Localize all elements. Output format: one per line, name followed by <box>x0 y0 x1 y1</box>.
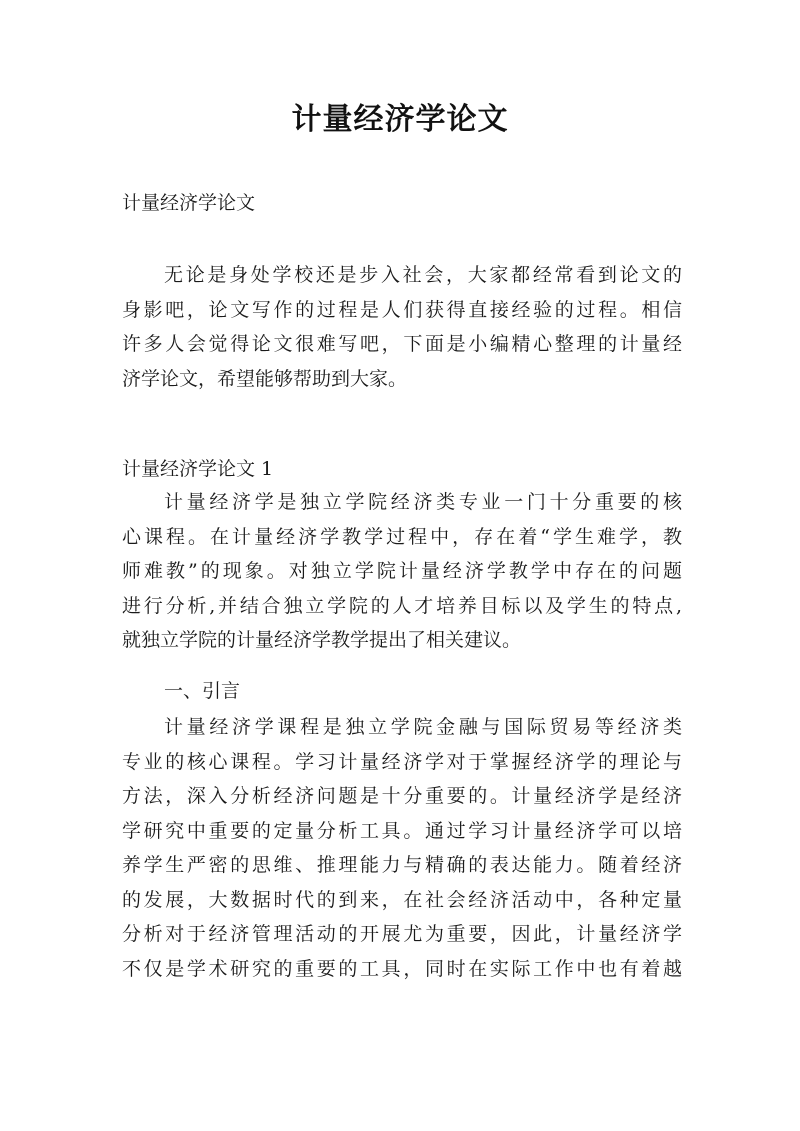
paragraph-line: 的发展，大数据时代的到来，在社会经济活动中，各种定量 <box>122 888 682 911</box>
body-paragraph <box>122 710 682 986</box>
intro-paragraph <box>122 258 682 396</box>
section-heading: 计量经济学论文 1 <box>122 458 274 480</box>
paragraph-line: 无论是身处学校还是步入社会，大家都经常看到论文的 <box>164 264 682 286</box>
paragraph-line: 许多人会觉得论文很难写吧，下面是小编精心整理的计量经 <box>122 333 682 355</box>
paragraph-line: 专业的核心课程。学习计量经济学对于掌握经济学的理论与 <box>122 750 682 773</box>
document-title: 计量经济学论文 <box>291 102 509 137</box>
paragraph-line: 师难教”的现象。对独立学院计量经济学教学中存在的问题 <box>122 560 682 582</box>
paragraph-line: 计量经济学课程是独立学院金融与国际贸易等经济类 <box>164 716 682 738</box>
paragraph-line: 学研究中重要的定量分析工具。通过学习计量经济学可以培 <box>122 819 682 842</box>
paragraph-line: 济学论文，希望能够帮助到大家。 <box>122 367 408 390</box>
paragraph-line: 计量经济学是独立学院经济类专业一门十分重要的核 <box>164 491 682 513</box>
abstract-paragraph <box>122 485 682 658</box>
paragraph-line: 养学生严密的思维、推理能力与精确的表达能力。随着经济 <box>122 854 682 876</box>
paragraph-line: 不仅是学术研究的重要的工具，同时在实际工作中也有着越 <box>122 957 682 980</box>
paragraph-line: 分析对于经济管理活动的开展尤为重要，因此，计量经济学 <box>122 923 682 945</box>
paragraph-line: 就独立学院的计量经济学教学提出了相关建议。 <box>122 629 522 651</box>
document-subtitle: 计量经济学论文 <box>122 192 256 214</box>
paragraph-line: 心课程。在计量经济学教学过程中，存在着“学生难学，教 <box>122 525 682 548</box>
paragraph-line: 身影吧，论文写作的过程是人们获得直接经验的过程。相信 <box>122 298 682 321</box>
paragraph-line: 方法，深入分析经济问题是十分重要的。计量经济学是经济 <box>122 785 682 807</box>
paragraph-line: 进行分析,并结合独立学院的人才培养目标以及学生的特点, <box>122 594 682 617</box>
intro-subheading: 一、引言 <box>164 680 241 702</box>
